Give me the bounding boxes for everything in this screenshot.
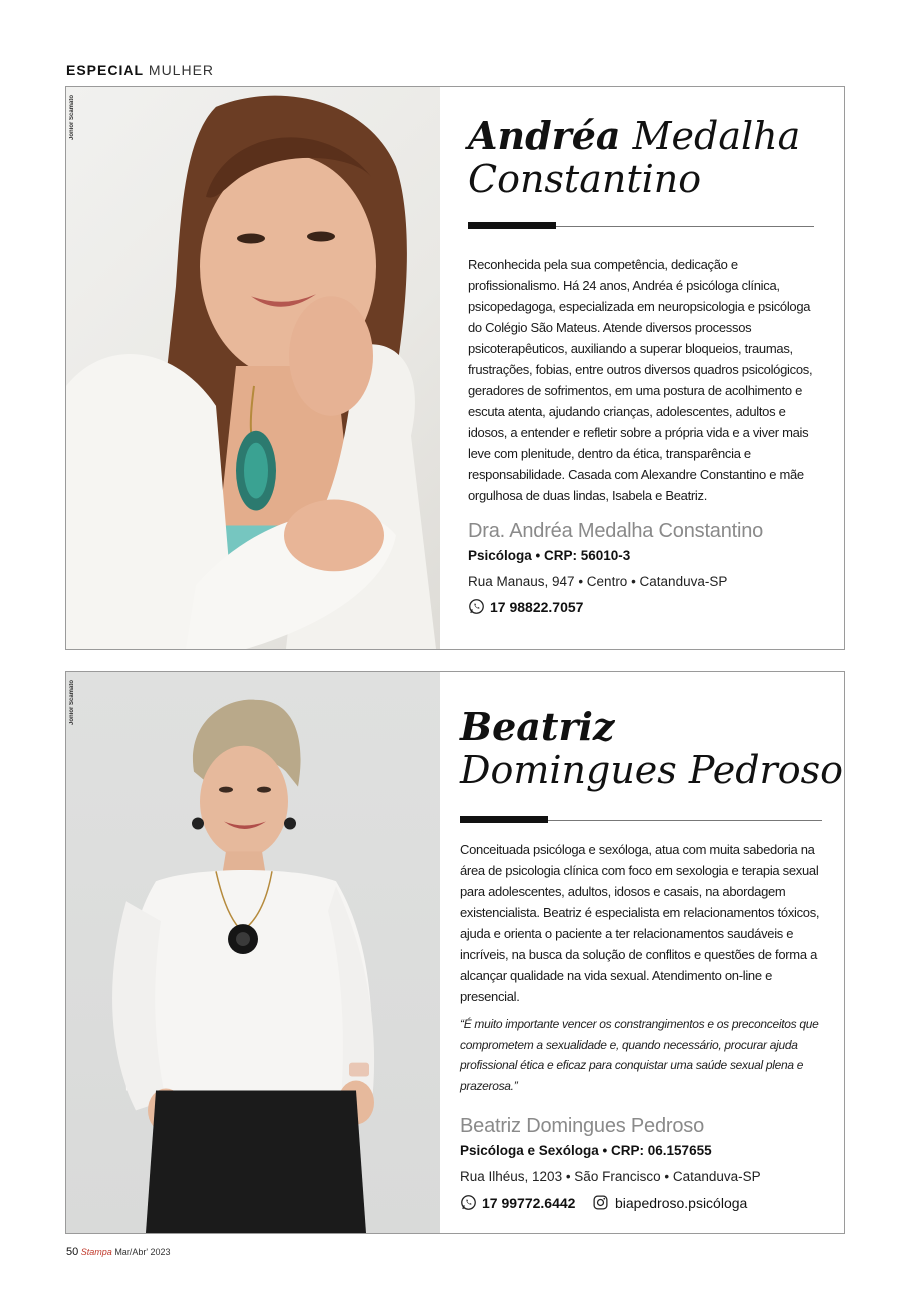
profile-bio: Conceituada psicóloga e sexóloga, atua com muita sabedoria na área de psicologia clínica com foco em sexologia e terapia sexual para adolescentes, adultos, idosos e casais, na abordagem existencialista. Beatriz é especialista em relacionamentos tóxicos, ajuda e orienta o paciente a ter relacionamentos saudáveis e incríveis, na busca da solução de conflitos e questões de forma a alcançar qualidade na vida sexual. Atendimento on-line e presencial. bbox=[460, 842, 820, 1004]
name-first: Beatriz bbox=[460, 704, 615, 749]
page-number: 50 bbox=[66, 1246, 79, 1258]
contact-phone[interactable] bbox=[468, 598, 583, 615]
issue-date: Mar/Abr' 2023 bbox=[114, 1247, 171, 1257]
portrait-photo-beatriz bbox=[66, 672, 440, 1233]
instagram-handle: biapedroso.psicóloga bbox=[615, 1194, 748, 1211]
contact-name: Beatriz Domingues Pedroso bbox=[460, 1115, 705, 1137]
contact-address: Rua Manaus, 947 • Centro • Catanduva-SP bbox=[468, 574, 728, 589]
magazine-brand: Stampa bbox=[80, 1247, 112, 1257]
profile-name-heading bbox=[460, 706, 843, 791]
portrait-illustration bbox=[66, 672, 440, 1233]
page-footer bbox=[66, 1246, 171, 1258]
section-header bbox=[66, 62, 214, 78]
instagram-icon bbox=[592, 1194, 609, 1211]
profile-bio: Reconhecida pela sua competência, dedicação e profissionalismo. Há 24 anos, Andréa é psicóloga clínica, psicopedagoga, especializada em neuropsicologia e psicóloga do Colégio São Mateus. Atende diversos processos psicoterapêuticos, auxiliando a superar bloqueios, traumas, frustrações, fobias, entre outros diversos quadros psicológicos, geradores de sofrimentos, em uma postura de acolhimento e escuta atenta, ajudando crianças, adolescentes, adultos e idosos, a entender e refletir sobre a própria vida e a viver mais leve com plenitude, dentro da ética, transparência e responsabilidade. Casada com Alexandre Constantino e mãe orgulhosa de duas lindas, Isabela e Beatriz. bbox=[468, 257, 813, 503]
contact-role: Psicóloga e Sexóloga • CRP: 06.157655 bbox=[460, 1143, 712, 1158]
photo-credit: Jonior Scamato bbox=[69, 680, 75, 726]
contact-instagram[interactable] bbox=[592, 1194, 747, 1211]
name-middle: Medalha bbox=[632, 114, 801, 158]
name-last: Domingues Pedroso bbox=[460, 747, 843, 792]
profile-quote: “É muito importante vencer os constrangimentos e os preconceitos que comprometem a sexualidade e, quando necessário, procurar ajuda profissional ética e eficaz para conquistar uma saúde sexual plena e prazerosa.” bbox=[460, 1017, 819, 1093]
contact-phone[interactable] bbox=[460, 1194, 575, 1211]
name-first: Andréa bbox=[468, 113, 621, 158]
whatsapp-icon bbox=[460, 1194, 477, 1211]
contact-name: Dra. Andréa Medalha Constantino bbox=[468, 520, 764, 542]
name-last: Constantino bbox=[468, 156, 702, 201]
phone-number: 17 98822.7057 bbox=[490, 598, 584, 615]
title-divider-accent bbox=[460, 816, 548, 823]
profile-card-beatriz bbox=[65, 671, 845, 1234]
profile-name-heading bbox=[468, 115, 800, 200]
phone-number: 17 99772.6442 bbox=[482, 1194, 576, 1211]
contact-role: Psicóloga • CRP: 56010-3 bbox=[468, 548, 631, 563]
profile-card-andrea bbox=[65, 86, 845, 650]
photo-credit: Jonior Scamato bbox=[69, 95, 75, 141]
whatsapp-icon bbox=[468, 598, 485, 615]
contact-address: Rua Ilhéus, 1203 • São Francisco • Catanduva-SP bbox=[460, 1169, 761, 1184]
title-divider-accent bbox=[468, 222, 556, 229]
portrait-photo-andrea bbox=[66, 87, 440, 649]
section-label-light: MULHER bbox=[148, 62, 215, 78]
section-label-bold: ESPECIAL bbox=[66, 62, 145, 78]
portrait-illustration bbox=[66, 87, 440, 649]
